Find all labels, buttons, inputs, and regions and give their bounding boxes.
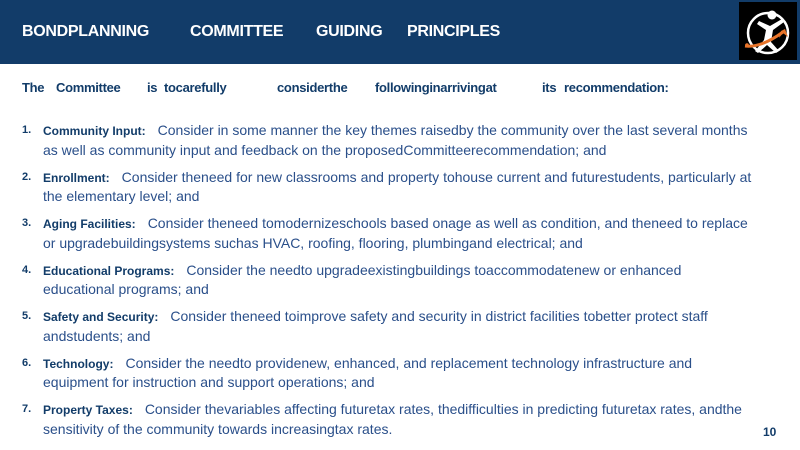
- item-label: Enrollment:: [43, 170, 110, 185]
- intro-word: The: [22, 80, 45, 95]
- intro-word: considerthe: [277, 80, 348, 95]
- title-word: GUIDING: [316, 23, 383, 40]
- list-item: [22, 168, 755, 206]
- school-district-logo-icon: [739, 2, 797, 60]
- item-text: Consider the needto providenew, enhanced, and replacement technology infrastructure and equipment for instruction and support operations; and: [43, 354, 693, 390]
- list-item: [22, 307, 755, 345]
- item-text: Consider thevariables affecting futuretax rates, thedifficulties in predicting futuretax rates, andthe sensitivity of the community towards increasingtax rates.: [43, 401, 742, 437]
- list-item: [22, 214, 755, 252]
- item-number: 1.: [22, 124, 32, 136]
- intro-word: its: [542, 80, 557, 95]
- item-label: Technology:: [43, 356, 114, 371]
- item-number: 6.: [22, 356, 32, 369]
- title-word: BONDPLANNING: [22, 23, 150, 40]
- item-label: Community Input:: [43, 124, 146, 138]
- item-text: Consider the needto upgradeexistingbuildings toaccommodatenew or enhanced educational programs; and: [43, 261, 682, 297]
- item-label: Property Taxes:: [43, 403, 133, 417]
- header-bar: [0, 0, 800, 64]
- item-number: 2.: [22, 170, 32, 183]
- title-word: COMMITTEE: [190, 23, 284, 40]
- intro-sentence: [22, 80, 669, 95]
- item-text: Consider theneed tomodernizeschools based onage as well as condition, and theneed to replace or upgradebuildingsystems suchas HVAC, roofing, flooring, plumbingand electrical; and: [43, 215, 748, 251]
- item-number: 7.: [22, 403, 32, 415]
- intro-word: followinginarrivingat: [375, 80, 497, 95]
- item-number: 3.: [22, 217, 32, 229]
- intro-word: tocarefully: [164, 80, 227, 95]
- intro-word: recommendation:: [564, 80, 669, 95]
- item-label: Safety and Security:: [43, 310, 159, 324]
- list-item: [22, 354, 755, 392]
- title-word: PRINCIPLES: [407, 23, 501, 40]
- item-text: Consider theneed for new classrooms and property tohouse current and futurestudents, particularly at the elementary level; and: [43, 168, 752, 204]
- intro-word: is: [147, 80, 158, 95]
- item-number: 4.: [22, 263, 32, 276]
- item-label: Aging Facilities:: [43, 217, 136, 231]
- page-number: 10: [763, 425, 777, 439]
- list-item: [22, 400, 755, 438]
- slide-title: [22, 0, 500, 64]
- intro-word: Committee: [56, 80, 121, 95]
- item-number: 5.: [22, 310, 32, 322]
- principles-list: [22, 121, 755, 447]
- list-item: [22, 261, 755, 299]
- item-text: Consider theneed toimprove safety and security in district facilities tobetter protect staff andstudents; and: [43, 308, 708, 344]
- item-text: Consider in some manner the key themes raisedby the community over the last several months as well as community input and feedback on the proposedCommitteerecommendation; and: [43, 122, 748, 158]
- list-item: [22, 121, 755, 159]
- item-label: Educational Programs:: [43, 263, 175, 278]
